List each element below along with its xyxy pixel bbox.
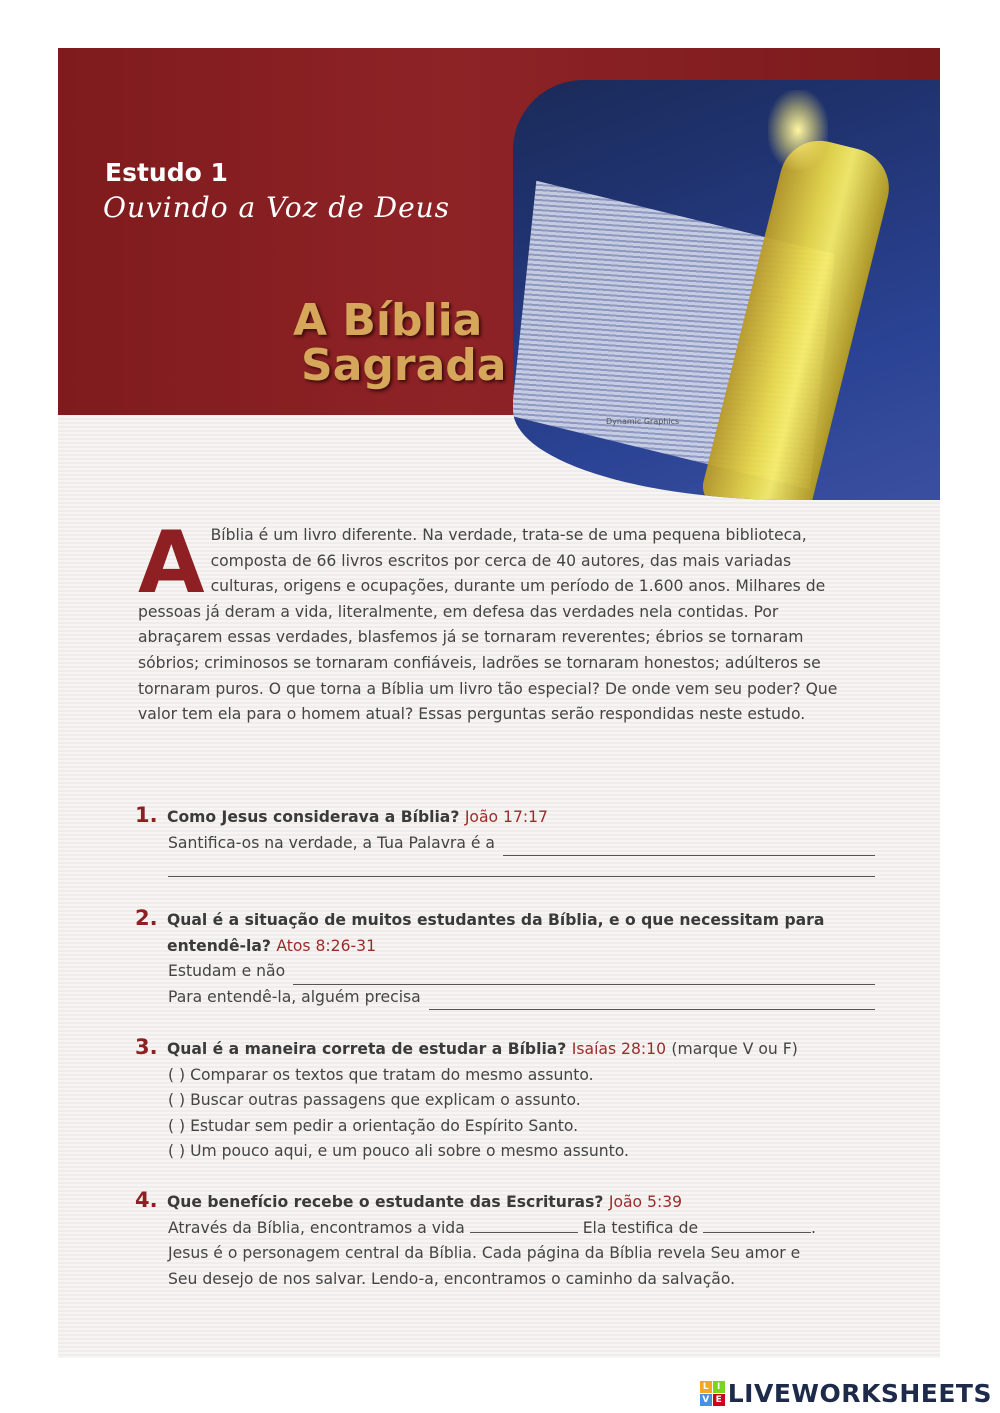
true-false-option[interactable]: ( ) Comparar os textos que tratam do mesmo assunto. (168, 1065, 594, 1084)
main-title-line1: A Bíblia (293, 295, 483, 346)
true-false-option[interactable]: ( ) Buscar outras passagens que explicam o assunto. (168, 1091, 581, 1110)
question-text: Que benefício recebe o estudante das Escrituras? (167, 1193, 604, 1211)
period: . (811, 1218, 817, 1237)
candle-glow (768, 90, 828, 170)
closing-text: Jesus é o personagem central da Bíblia. Cada página da Bíblia revela Seu amor e Seu desejo de nos salvar. Lendo-a, encontramos o caminho da salvação. (168, 1244, 801, 1288)
answer-blank[interactable] (703, 1218, 811, 1233)
answer-blank[interactable] (470, 1218, 578, 1233)
answer-prompt: Através da Bíblia, encontramos a vida (168, 1218, 465, 1237)
answer-blank[interactable] (293, 966, 875, 985)
bible-reference: Isaías 28:10 (571, 1040, 666, 1058)
answer-prompt: Ela testifica de (582, 1218, 699, 1237)
answer-blank-line[interactable] (168, 856, 875, 877)
answer-prompt: Santifica-os na verdade, a Tua Palavra é a (168, 833, 495, 852)
photo-credit: Dynamic Graphics (606, 417, 680, 426)
bible-reference: Atos 8:26-31 (276, 936, 376, 955)
question-1 (135, 805, 875, 877)
intro-text: Bíblia é um livro diferente. Na verdade, trata-se de uma pequena biblioteca, composta de 66 livros escritos por cerca de 40 autores, das mais variadas culturas, origens e ocupações, durante um período de 1.600 anos. Milhares de pessoas já deram a vida, literalmente, em defesa das verdades nela contidas. Por abraçarem essas verdades, blasfemos já se tornaram reverentes; ébrios se tornaram sóbrios; criminosos se tornaram confiáveis, ladrões se tornaram honestos; adúlteros se tornaram puros. O que torna a Bíblia um livro tão especial? De onde vem seu poder? Que valor tem ela para o homem atual? Essas perguntas serão respondidas neste estudo. (138, 526, 838, 724)
true-false-option[interactable]: ( ) Estudar sem pedir a orientação do Espírito Santo. (168, 1116, 579, 1135)
question-number: 2. (135, 906, 158, 930)
main-title (293, 295, 507, 391)
liveworksheets-logo (700, 1379, 992, 1407)
question-text: Qual é a situação de muitos estudantes da Bíblia, e o que necessitam para (167, 911, 825, 929)
question-3 (135, 1037, 875, 1165)
instruction-note: (marque V ou F) (671, 1040, 798, 1058)
question-number: 3. (135, 1035, 158, 1059)
bible-reference: João 17:17 (464, 808, 548, 826)
question-2 (135, 908, 875, 1010)
logo-text: LIVEWORKSHEETS (727, 1378, 992, 1408)
drop-cap: A (138, 513, 205, 613)
bible-reference: João 5:39 (608, 1193, 683, 1211)
intro-paragraph (138, 513, 858, 728)
question-text-continued: entendê-la? (167, 936, 271, 955)
question-text: Como Jesus considerava a Bíblia? (167, 808, 460, 826)
worksheet-page (58, 48, 940, 1358)
bible-photo (513, 80, 940, 500)
logo-icon: L I V E (700, 1381, 725, 1406)
answer-blank[interactable] (503, 837, 875, 856)
study-number: Estudo 1 (105, 158, 228, 187)
answer-prompt: Para entendê-la, alguém precisa (168, 987, 421, 1006)
question-text: Qual é a maneira correta de estudar a Bíblia? (167, 1040, 567, 1058)
answer-prompt: Estudam e não (168, 962, 286, 981)
study-title: Ouvindo a Voz de Deus (103, 191, 451, 224)
question-4 (135, 1190, 875, 1292)
answer-blank[interactable] (429, 991, 875, 1010)
question-number: 4. (135, 1188, 158, 1212)
question-number: 1. (135, 803, 158, 827)
main-title-line2: Sagrada (301, 340, 507, 391)
true-false-option[interactable]: ( ) Um pouco aqui, e um pouco ali sobre o mesmo assunto. (168, 1142, 629, 1161)
